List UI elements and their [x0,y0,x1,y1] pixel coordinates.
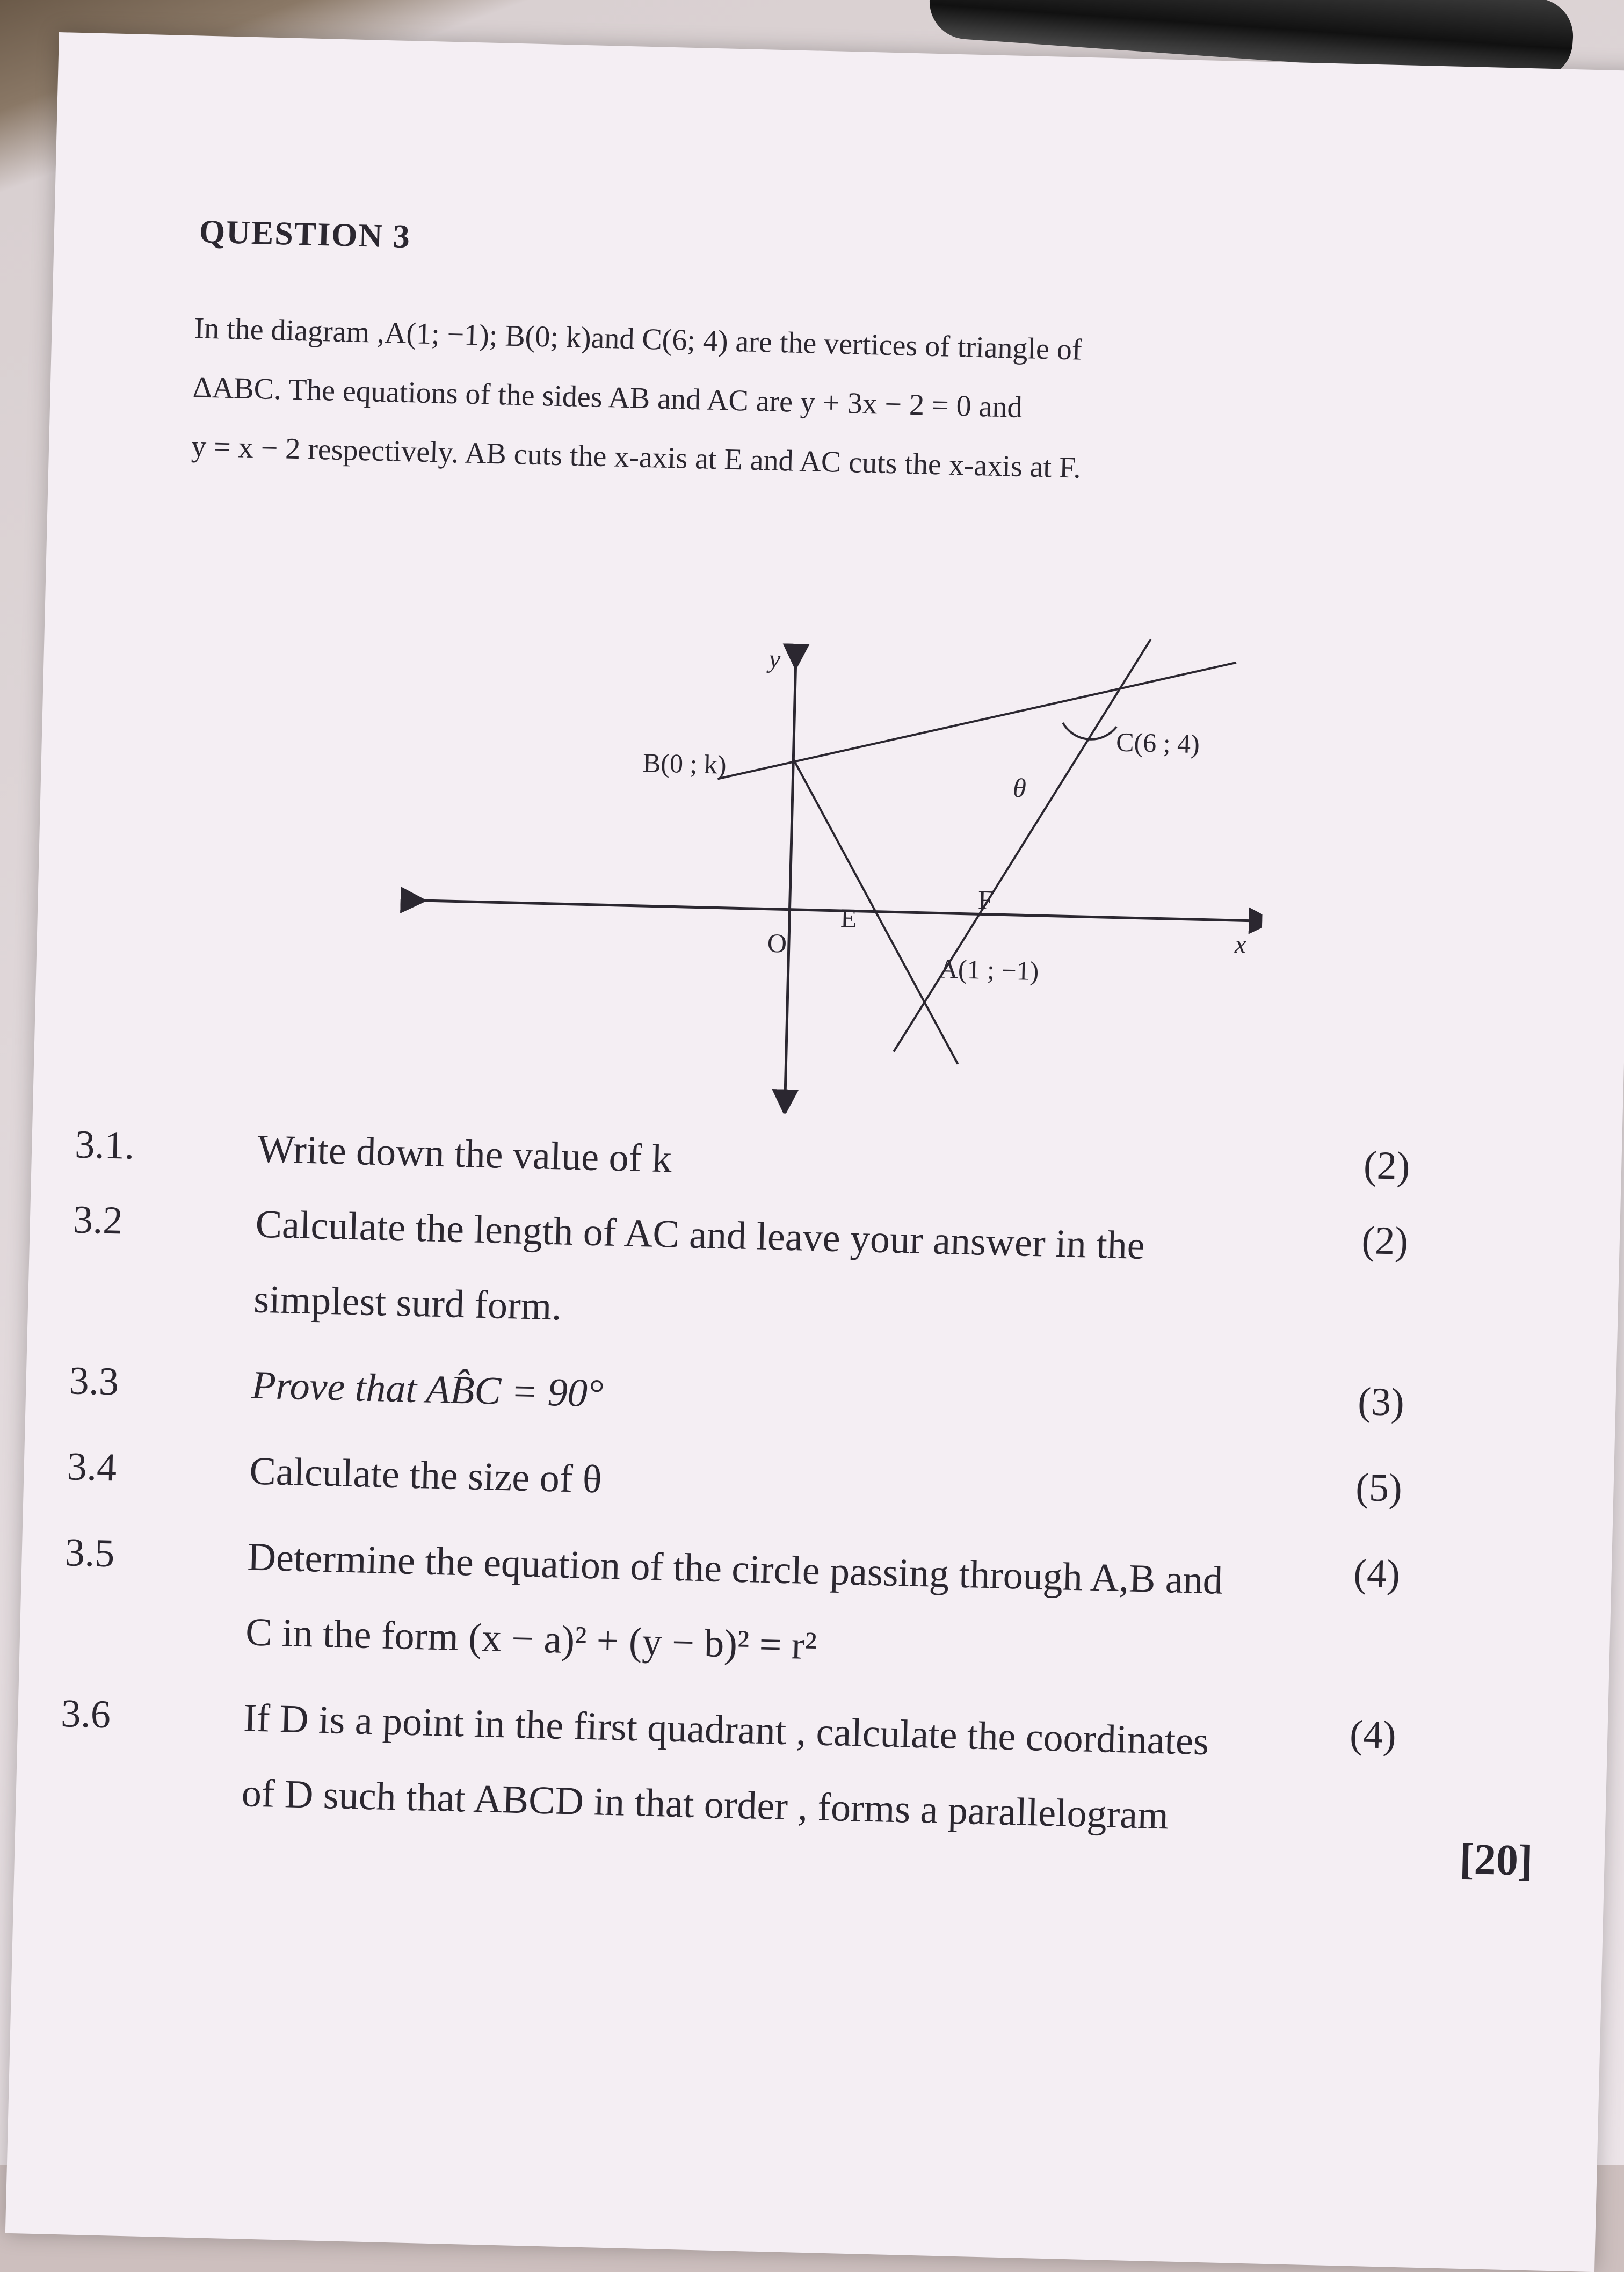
question-text [249,1433,1351,1535]
question-line: of D such that ABCD in that order , forms a parallelogram [241,1771,1169,1838]
question-line: Calculate the length of AC and leave your answer in the [255,1202,1146,1268]
x-axis-label: x [1234,930,1247,959]
question-marks: (3) [1357,1379,1405,1425]
question-number: 3.5 [64,1530,115,1576]
question-marks: (4) [1349,1712,1397,1758]
intro-line-2: ΔABC. The equations of the sides AB and AC are y + 3x − 2 = 0 and [192,371,1023,425]
theta-label: θ [1012,772,1027,803]
question-marks: (4) [1353,1551,1401,1596]
question-line: simplest surd form. [253,1277,562,1329]
question-number: 3.6 [60,1692,111,1737]
intro-line-3: y = x − 2 respectively. AB cuts the x-axis at E and AC cuts the x-axis at F. [191,430,1082,485]
total-marks: [20] [1459,1834,1534,1885]
intro-line-1: In the diagram ,A(1; −1); B(0; k)and C(6; 4) are the vertices of triangle of [193,311,1083,367]
question-line: Determine the equation of the circle passing through A,B and [247,1535,1223,1603]
point-f-label: F [977,884,994,915]
question-text [241,1680,1345,1857]
question-number: 3.3 [68,1359,120,1404]
question-marks: (5) [1355,1465,1403,1511]
point-c-label: C(6 ; 4) [1115,727,1200,759]
y-axis-line [785,657,796,1103]
origin-label: O [767,927,787,959]
question-number: 3.1. [74,1122,135,1168]
question-number: 3.2 [72,1197,124,1243]
question-marks: (2) [1363,1143,1411,1189]
question-line: If D is a point in the first quadrant , calculate the coordinates [243,1696,1209,1764]
line-ac [894,633,1151,1058]
question-marks: (2) [1361,1218,1409,1264]
point-a-label: A(1 ; −1) [938,953,1040,986]
question-text [251,1348,1353,1450]
question-number: 3.4 [66,1445,118,1490]
x-axis-line [414,901,1263,921]
question-line: Calculate the size of θ [249,1449,603,1502]
question-text [253,1187,1357,1364]
y-axis-label: y [769,644,781,674]
exam-sheet [5,32,1624,2272]
question-intro [191,299,1376,505]
question-line: Prove that AB̂C = 90° [251,1363,604,1416]
question-text [245,1519,1349,1696]
triangle-diagram [334,619,1268,1125]
question-heading: QUESTION 3 [199,213,411,256]
point-e-label: E [840,903,858,933]
question-line: C in the form (x − a)² + (y − b)² = r² [245,1610,817,1668]
line-ab [786,759,966,1064]
point-b-label: B(0 ; k) [642,747,727,780]
question-line: Write down the value of k [257,1127,672,1181]
